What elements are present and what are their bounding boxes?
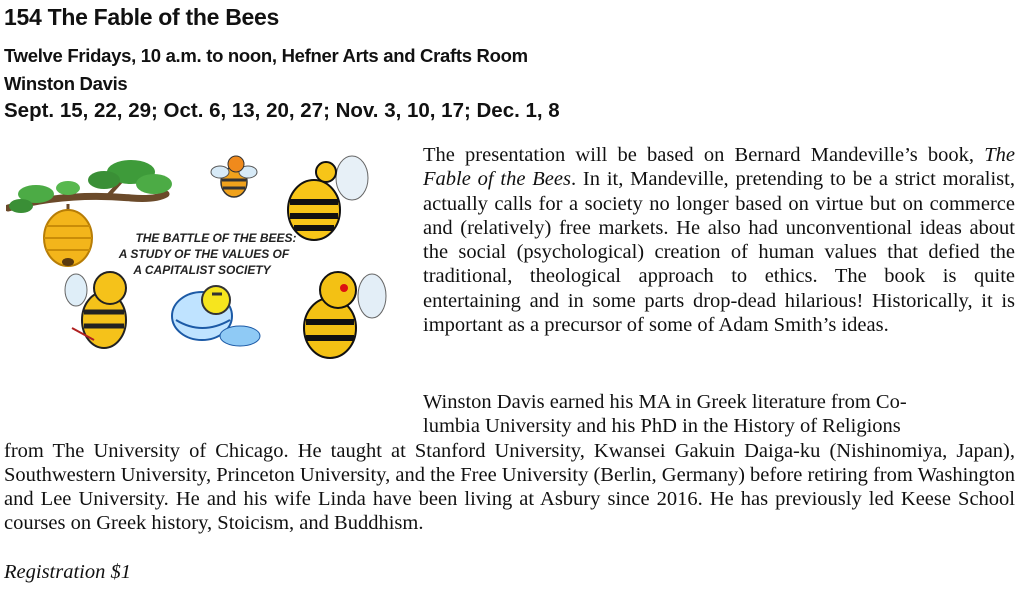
bio-line-2: lumbia University and his PhD in the History of Religions	[423, 415, 901, 438]
description-intro: The presentation will be based on Bernard Mandeville’s book,	[423, 144, 985, 166]
instructor-bio	[4, 390, 1015, 536]
blue-bee-icon	[172, 286, 260, 346]
bio-rest: from The University of Chicago. He taught at Stanford University, Kwansei Gakuin Daiga-ku (Nishinomiya, Japan), Southwestern University, Princeton University, and the Free University (Berlin, Germany) before retiring from Washington and Lee University. He and his wife Linda have been living at Asbury since 2016. He has previously led Keese School courses on Greek history, Stoicism, and Buddhism.	[4, 439, 1015, 535]
small-bee-icon	[211, 156, 257, 197]
black-bee-icon	[288, 156, 368, 240]
course-schedule: Twelve Fridays, 10 a.m. to noon, Hefner Arts and Crafts Room	[4, 45, 528, 66]
course-dates: Sept. 15, 22, 29; Oct. 6, 13, 20, 27; Nov. 3, 10, 17; Dec. 1, 8	[4, 99, 560, 122]
caption-line-1: THE BATTLE OF THE BEES:	[135, 231, 297, 245]
description-body: . In it, Mandeville, pretending to be a strict moralist, actually calls for a society no longer based on virtue but on commerce and (relatively) free markets. He also had unconventional ideas about the social (psychological) creation of human values that defied the traditional, theological approach to ethics. The book is quite entertaining and in some parts drop-dead hilarious! Historically, it is important as a precursor of some of Adam Smith’s ideas.	[423, 168, 1015, 337]
left-bee-icon	[65, 272, 126, 348]
tree-branch-icon	[8, 160, 172, 213]
caption-line-3: A CAPITALIST SOCIETY	[133, 263, 271, 277]
battle-of-bees-illustration	[6, 150, 406, 372]
course-title: 154 The Fable of the Bees	[4, 4, 279, 30]
bio-line-1: Winston Davis earned his MA in Greek literature from Co-	[423, 391, 907, 413]
angry-bee-icon	[304, 272, 386, 358]
beehive-icon	[44, 204, 92, 266]
course-instructor: Winston Davis	[4, 73, 128, 94]
registration-fee: Registration $1	[4, 561, 131, 583]
caption-line-2: A STUDY OF THE VALUES OF	[118, 247, 290, 261]
illustration-caption	[118, 231, 297, 277]
course-description	[423, 143, 1015, 337]
book-title: The Fable of the Bees	[423, 144, 1015, 191]
